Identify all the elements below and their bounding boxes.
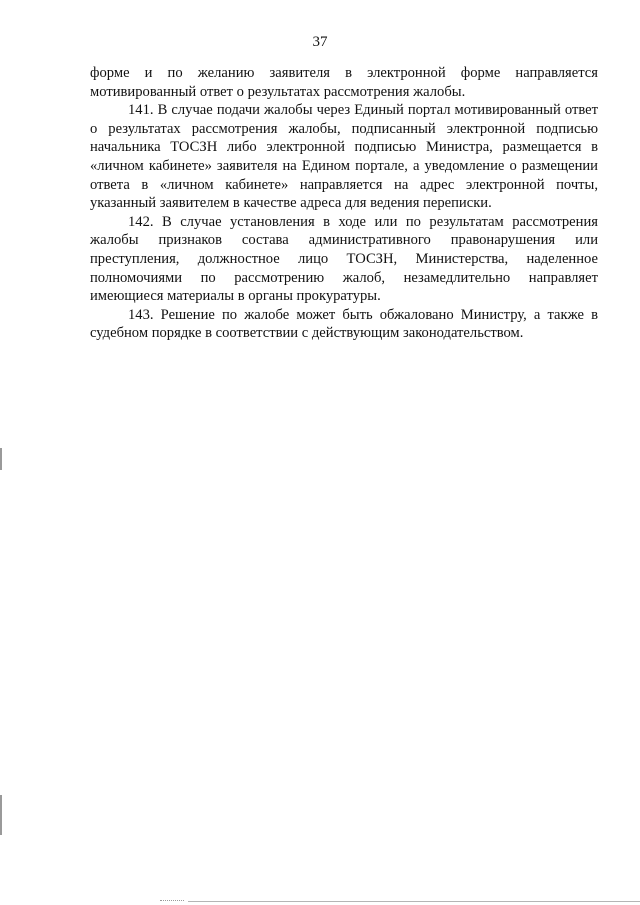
scan-edge-mark <box>0 448 2 470</box>
paragraph-continuation: форме и по желанию заявителя в электронной форме направляется мотивированный ответ о результатах рассмотрения жалобы. <box>90 65 598 100</box>
paragraph-142: 142. В случае установления в ходе или по результатам рассмотрения жалобы признаков состава административного правонарушения или преступления, должностное лицо ТОСЗН, Министерства, наделенное полномочиями по рассмотрению жалоб, незамедлительно направляет имеющиеся материалы в органы прокуратуры. <box>90 213 598 305</box>
scan-bottom-line <box>188 901 640 902</box>
page-number: 37 <box>312 34 328 50</box>
document-body <box>90 64 598 343</box>
paragraph-143: 143. Решение по жалобе может быть обжаловано Министру, а также в судебном порядке в соответствии с действующим законодательством. <box>90 306 598 342</box>
paragraph-141: 141. В случае подачи жалобы через Единый портал мотивированный ответ о результатах рассмотрения жалобы, подписанный электронной подписью начальника ТОСЗН либо электронной подписью Министра, размещается в «личном кабинете» заявителя на Едином портале, а уведомление о размещении ответа в «личном кабинете» направляется на адрес электронной почты, указанный заявителем в качестве адреса для ведения переписки. <box>90 102 598 212</box>
scan-edge-mark <box>0 795 2 835</box>
scan-bottom-dots <box>160 900 184 902</box>
